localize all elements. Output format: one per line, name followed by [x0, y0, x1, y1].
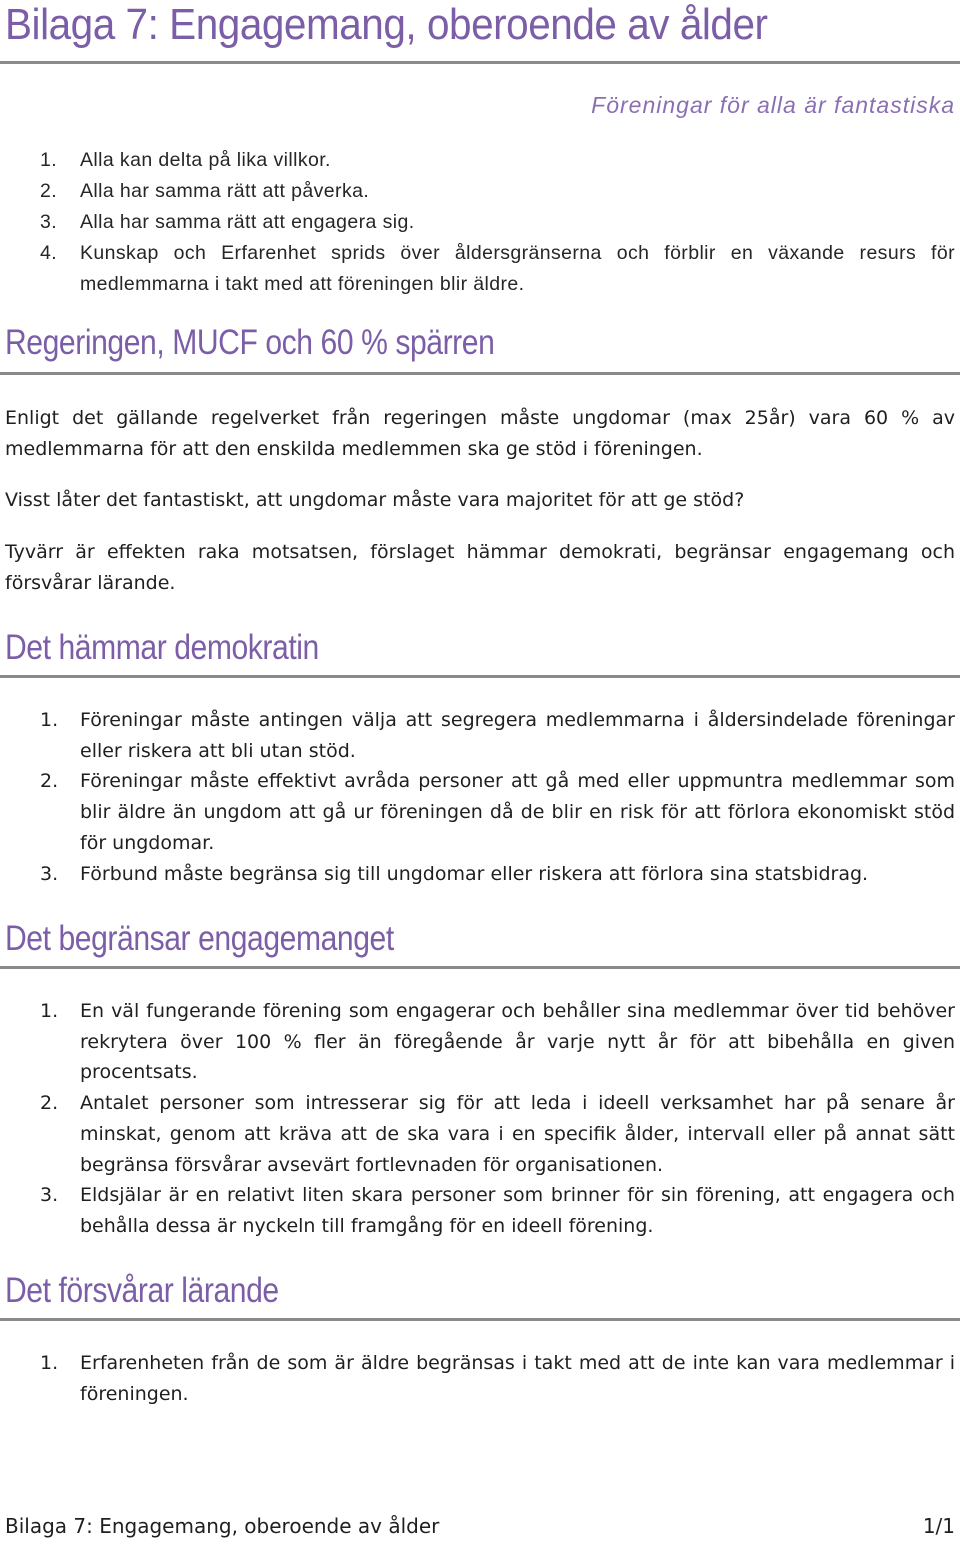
page-number: 1/1: [922, 1514, 955, 1538]
section-divider: [0, 372, 960, 375]
list-item: 3. Alla har samma rätt att engagera sig.: [40, 211, 415, 233]
list-item: 1. Föreningar måste antingen välja att segregera medlemmarna i åldersindelade föreningar eller riskera att bli utan stöd.: [40, 709, 955, 762]
tagline: Föreningar för alla är fantastiska: [591, 92, 955, 118]
footer-title: Bilaga 7: Engagemang, oberoende av ålder: [5, 1514, 440, 1538]
list-item: 3. Eldsjälar är en relativt liten skara personer som brinner för sin förening, att engagera och behålla dessa är nyckeln till framgång för en ideell förening.: [40, 1184, 955, 1237]
learning-list: [0, 1348, 955, 1409]
list-item: 2. Antalet personer som intresserar sig för att leda i ideell verksamhet har på senare år minskat, genom att kräva att de ska vara i en specifik ålder, intervall eller på annat sätt begränsa försvårar avsevärt fortlevnaden för organisationen.: [40, 1092, 955, 1176]
intro-list: [0, 145, 955, 300]
section-heading-government: Regeringen, MUCF och 60 % spärren: [5, 323, 495, 362]
section-heading-learning: Det försvårar lärande: [5, 1271, 279, 1310]
section-heading-democracy: Det hämmar demokratin: [5, 628, 319, 667]
section-divider: [0, 966, 960, 969]
list-item: 2. Föreningar måste effektivt avråda personer att gå med eller uppmuntra medlemmar som blir äldre än ungdom att gå ur föreningen då de blir en risk för att förlora ekonomiskt stöd för ungdomar.: [40, 770, 955, 854]
paragraph: Tyvärr är effekten raka motsatsen, förslaget hämmar demokrati, begränsar engagemang och försvårar lärande.: [5, 541, 955, 594]
paragraph: Visst låter det fantastiskt, att ungdomar måste vara majoritet för att ge stöd?: [5, 489, 745, 511]
list-item: 3. Förbund måste begränsa sig till ungdomar eller riskera att förlora sina statsbidrag.: [40, 862, 869, 885]
democracy-list: [0, 705, 955, 889]
list-item: 1. En väl fungerande förening som engagerar och behåller sina medlemmar över tid behöver rekrytera över 100 % fler än föregående år varje nytt år för att bibehålla en given procentsats.: [40, 1000, 955, 1084]
engagement-list: [0, 996, 955, 1242]
section-divider: [0, 1318, 960, 1321]
paragraph: Enligt det gällande regelverket från regeringen måste ungdomar (max 25år) vara 60 % av medlemmarna för att den enskilda medlemmen ska ge stöd i föreningen.: [5, 407, 955, 460]
list-item: 1. Erfarenheten från de som är äldre begränsas i takt med att de inte kan vara medlemmar i föreningen.: [40, 1352, 955, 1405]
list-item: 4. Kunskap och Erfarenhet sprids över åldersgränserna och förblir en växande resurs för medlemmarna i takt med att föreningen blir äldre.: [40, 242, 955, 295]
list-item: 2. Alla har samma rätt att påverka.: [40, 180, 370, 202]
title-divider: [0, 61, 960, 64]
section-divider: [0, 675, 960, 678]
list-item: 1. Alla kan delta på lika villkor.: [40, 149, 331, 171]
page-title: Bilaga 7: Engagemang, oberoende av ålder: [5, 0, 768, 49]
section-heading-engagement: Det begränsar engagemanget: [5, 919, 394, 958]
